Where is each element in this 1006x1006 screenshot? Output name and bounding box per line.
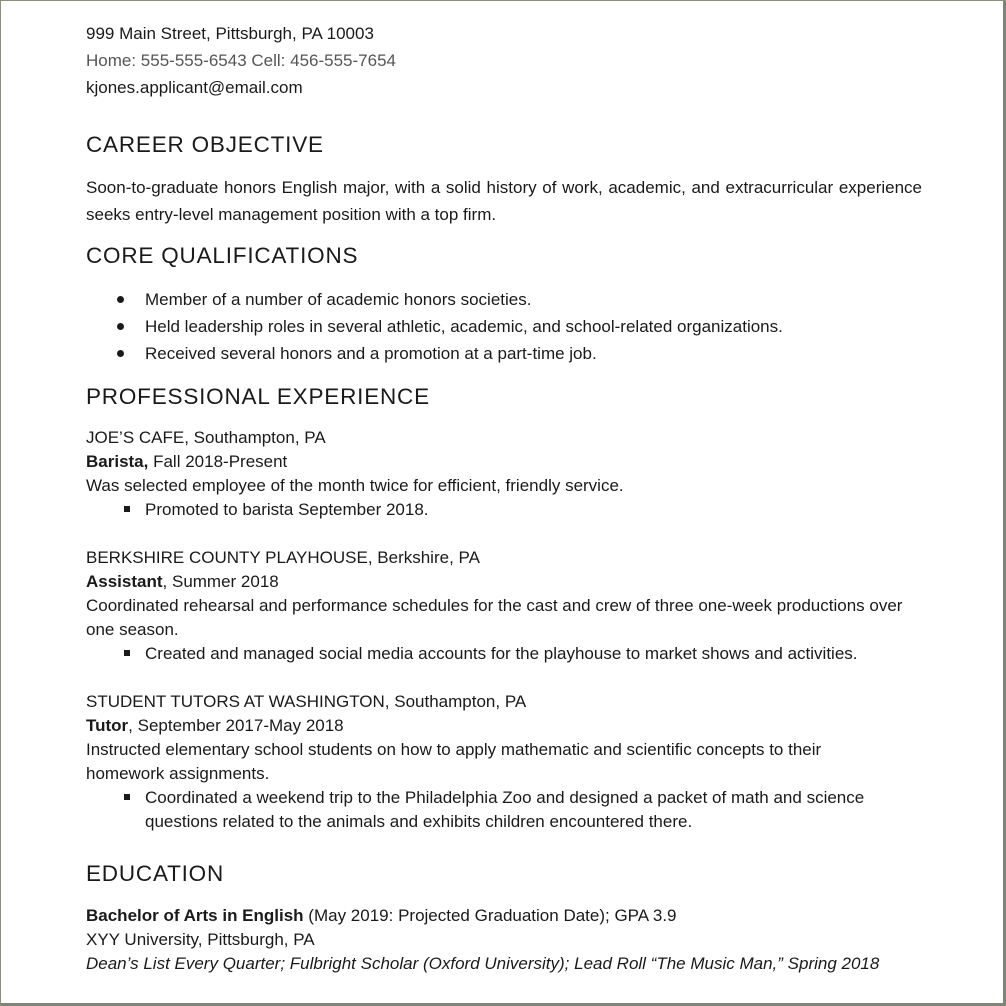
bullet-icon xyxy=(117,350,124,357)
job-entry xyxy=(86,546,922,666)
job-period: , September 2017-May 2018 xyxy=(128,716,344,735)
contact-email: kjones.applicant@email.com xyxy=(86,78,303,97)
job-period: Fall 2018-Present xyxy=(148,452,288,471)
job-title: Barista, xyxy=(86,452,149,471)
degree-line xyxy=(86,904,922,928)
job-bullets xyxy=(86,786,916,834)
job-bullets xyxy=(86,498,922,522)
qualifications-heading: CORE QUALIFICATIONS xyxy=(86,243,359,268)
job-entry xyxy=(86,690,922,834)
job-employer: STUDENT TUTORS AT WASHINGTON, Southampton, PA xyxy=(86,692,527,711)
list-item: Held leadership roles in several athletic, academic, and school-related organizations. xyxy=(86,313,922,340)
degree-detail: (May 2019: Projected Graduation Date); GPA 3.9 xyxy=(303,906,677,925)
job-description: Instructed elementary school students on how to apply mathematic and scientific concepts to their homework assignments. xyxy=(86,740,822,783)
job-title: Tutor xyxy=(86,716,129,735)
job-title: Assistant xyxy=(86,572,163,591)
objective-heading: CAREER OBJECTIVE xyxy=(86,132,324,157)
education-heading: EDUCATION xyxy=(86,861,225,886)
job-description: Was selected employee of the month twice for efficient, friendly service. xyxy=(86,476,624,495)
job-bullets xyxy=(86,642,922,666)
experience-heading: PROFESSIONAL EXPERIENCE xyxy=(86,384,430,409)
list-item: Created and managed social media accounts for the playhouse to market shows and activities. xyxy=(86,642,922,666)
honors-line: Dean’s List Every Quarter; Fulbright Scholar (Oxford University); Lead Roll “The Music Man,” Spring 2018 xyxy=(86,954,880,973)
school-name: XYY University, Pittsburgh, PA xyxy=(86,930,315,949)
degree-name: Bachelor of Arts in English xyxy=(86,906,304,925)
job-title-line xyxy=(86,450,922,474)
contact-phones: Home: 555-555-6543 Cell: 456-555-7654 xyxy=(86,51,396,70)
square-bullet-icon xyxy=(124,794,130,800)
square-bullet-icon xyxy=(124,506,130,512)
list-item: Promoted to barista September 2018. xyxy=(86,498,922,522)
job-title-line xyxy=(86,570,922,594)
job-description: Coordinated rehearsal and performance schedules for the cast and crew of three one-week productions over one season. xyxy=(86,596,903,639)
education-entry xyxy=(86,904,922,976)
list-item: Received several honors and a promotion at a part-time job. xyxy=(86,340,922,367)
job-entry xyxy=(86,426,922,522)
qualifications-list xyxy=(86,286,922,367)
job-employer: BERKSHIRE COUNTY PLAYHOUSE, Berkshire, PA xyxy=(86,548,480,567)
job-employer: JOE’S CAFE, Southampton, PA xyxy=(86,428,326,447)
bullet-icon xyxy=(117,323,124,330)
list-item: Member of a number of academic honors societies. xyxy=(86,286,922,313)
job-period: , Summer 2018 xyxy=(162,572,279,591)
bullet-icon xyxy=(117,296,124,303)
objective-text: Soon-to-graduate honors English major, with a solid history of work, academic, and extracurricular experience seeks entry-level management position with a top firm. xyxy=(86,178,922,224)
square-bullet-icon xyxy=(124,650,130,656)
job-title-line xyxy=(86,714,922,738)
contact-address: 999 Main Street, Pittsburgh, PA 10003 xyxy=(86,24,374,43)
list-item: Coordinated a weekend trip to the Philadelphia Zoo and designed a packet of math and science questions related to the animals and exhibits children encountered there. xyxy=(86,786,916,834)
